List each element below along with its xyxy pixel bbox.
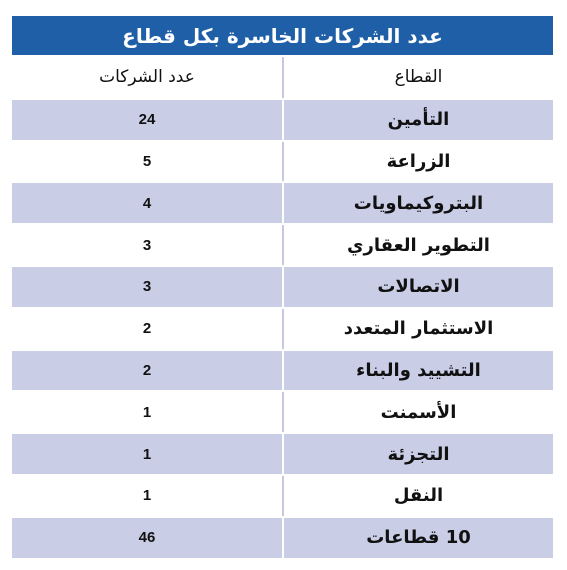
sector-cell: التجزئة <box>283 433 553 475</box>
count-cell: 1 <box>12 433 283 475</box>
sector-column-header: القطاع <box>283 57 553 99</box>
count-cell: 1 <box>12 475 283 517</box>
table-title: عدد الشركات الخاسرة بكل قطاع <box>12 16 553 57</box>
table-row <box>12 350 553 392</box>
sector-cell: النقل <box>283 475 553 517</box>
count-cell: 24 <box>12 99 283 141</box>
sector-table <box>12 57 553 560</box>
count-cell: 3 <box>12 224 283 266</box>
sector-cell: الاستثمار المتعدد <box>283 308 553 350</box>
table-row <box>12 308 553 350</box>
total-count-cell: 46 <box>12 517 283 559</box>
sector-cell: الاتصالات <box>283 266 553 308</box>
table-row <box>12 266 553 308</box>
count-cell: 2 <box>12 350 283 392</box>
losing-companies-table <box>12 16 553 560</box>
table-row <box>12 182 553 224</box>
table-row <box>12 99 553 141</box>
table-row <box>12 141 553 183</box>
table-row <box>12 433 553 475</box>
sector-cell: التطوير العقاري <box>283 224 553 266</box>
sector-cell: الزراعة <box>283 141 553 183</box>
sector-cell: التشييد والبناء <box>283 350 553 392</box>
sector-cell: التأمين <box>283 99 553 141</box>
count-column-header: عدد الشركات <box>12 57 283 99</box>
sector-cell: الأسمنت <box>283 391 553 433</box>
total-row <box>12 517 553 559</box>
count-cell: 1 <box>12 391 283 433</box>
total-sector-cell: 10 قطاعات <box>283 517 553 559</box>
table-row <box>12 224 553 266</box>
count-cell: 4 <box>12 182 283 224</box>
sector-cell: البتروكيماويات <box>283 182 553 224</box>
count-cell: 2 <box>12 308 283 350</box>
count-cell: 5 <box>12 141 283 183</box>
table-row <box>12 475 553 517</box>
table-row <box>12 391 553 433</box>
count-cell: 3 <box>12 266 283 308</box>
header-row <box>12 57 553 99</box>
